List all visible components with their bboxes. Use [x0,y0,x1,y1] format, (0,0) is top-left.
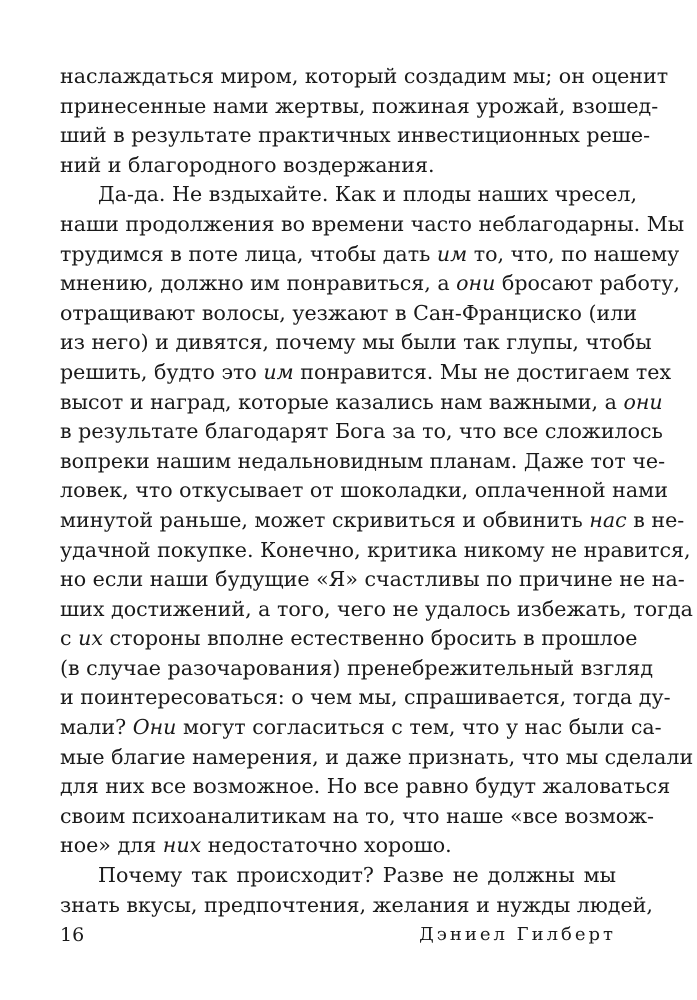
paragraph-first-line: Да-да. Не вздыхайте. Как и плоды наших чресел, [98,182,638,207]
emphasis: нас [589,507,627,532]
text-line: мали? Они могут согласиться с тем, что у нас были са- [60,715,662,740]
text-line: (в случае разочарования) пренебрежительный взгляд [60,655,654,680]
text-line: знать вкусы, предпочтения, желания и нужды людей, [60,892,653,917]
emphasis: они [623,389,663,414]
text-line: ший в результате практичных инвестиционных реше- [60,123,651,148]
text-line: минутой раньше, может скривиться и обвинить нас в не- [60,507,685,532]
text-line: принесенные нами жертвы, пожиная урожай, взошед- [60,93,659,118]
text-line: ний и благородного воздержания. [60,152,435,177]
text-line: из него) и дивятся, почему мы были так глупы, чтобы [60,330,652,355]
text-line: с их стороны вполне естественно бросить в прошлое [60,626,638,651]
text-line: трудимся в поте лица, чтобы дать им то, что, по нашему [60,241,680,266]
text-line: удачной покупке. Конечно, критика никому не нравится, [60,537,691,562]
text-line: но если наши будущие «Я» счастливы по причине не на- [60,567,685,592]
text-line: для них все возможное. Но все равно будут жаловаться [60,774,671,799]
text-line: своим психоаналитикам на то, что наше «все возмож- [60,803,655,828]
page-footer [60,920,616,950]
page-body [60,62,694,920]
text-line: высот и наград, которые казались нам важными, а они [60,389,663,414]
page-number: 16 [60,924,85,946]
text-line: наслаждаться миром, который создадим мы; он оценит [60,64,669,88]
emphasis: им [436,241,468,266]
text-line: ших достижений, а того, чего не удалось избежать, тогда [60,596,693,621]
text-line: вопреки нашим недальновидным планам. Даже тот че- [60,448,666,473]
emphasis: их [78,626,103,651]
text-line: ловек, что откусывает от шоколадки, оплаченной нами [60,478,668,503]
text-line: мнению, должно им понравиться, а они бросают работу, [60,271,680,296]
emphasis: Они [132,715,177,740]
text-line: мые благие намерения, и даже признать, что мы сделали [60,744,694,769]
running-head-author: Дэниел Гилберт [419,924,616,945]
emphasis: им [263,359,294,384]
text-line: решить, будто это им понравится. Мы не достигаем тех [60,359,672,384]
text-line: и поинтересоваться: о чем мы, спрашивается, тогда ду- [60,685,671,710]
text-line: наши продолжения во времени часто неблагодарны. Мы [60,211,685,236]
text-line: отращивают волосы, уезжают в Сан-Франциско (или [60,300,638,325]
emphasis: они [456,271,496,296]
paragraph-first-line: Почему так происходит? Разве не должны мы [98,863,616,888]
text-line: ное» для них недостаточно хорошо. [60,833,452,858]
text-line: в результате благодарят Бога за то, что все сложилось [60,419,663,444]
emphasis: них [162,833,202,858]
